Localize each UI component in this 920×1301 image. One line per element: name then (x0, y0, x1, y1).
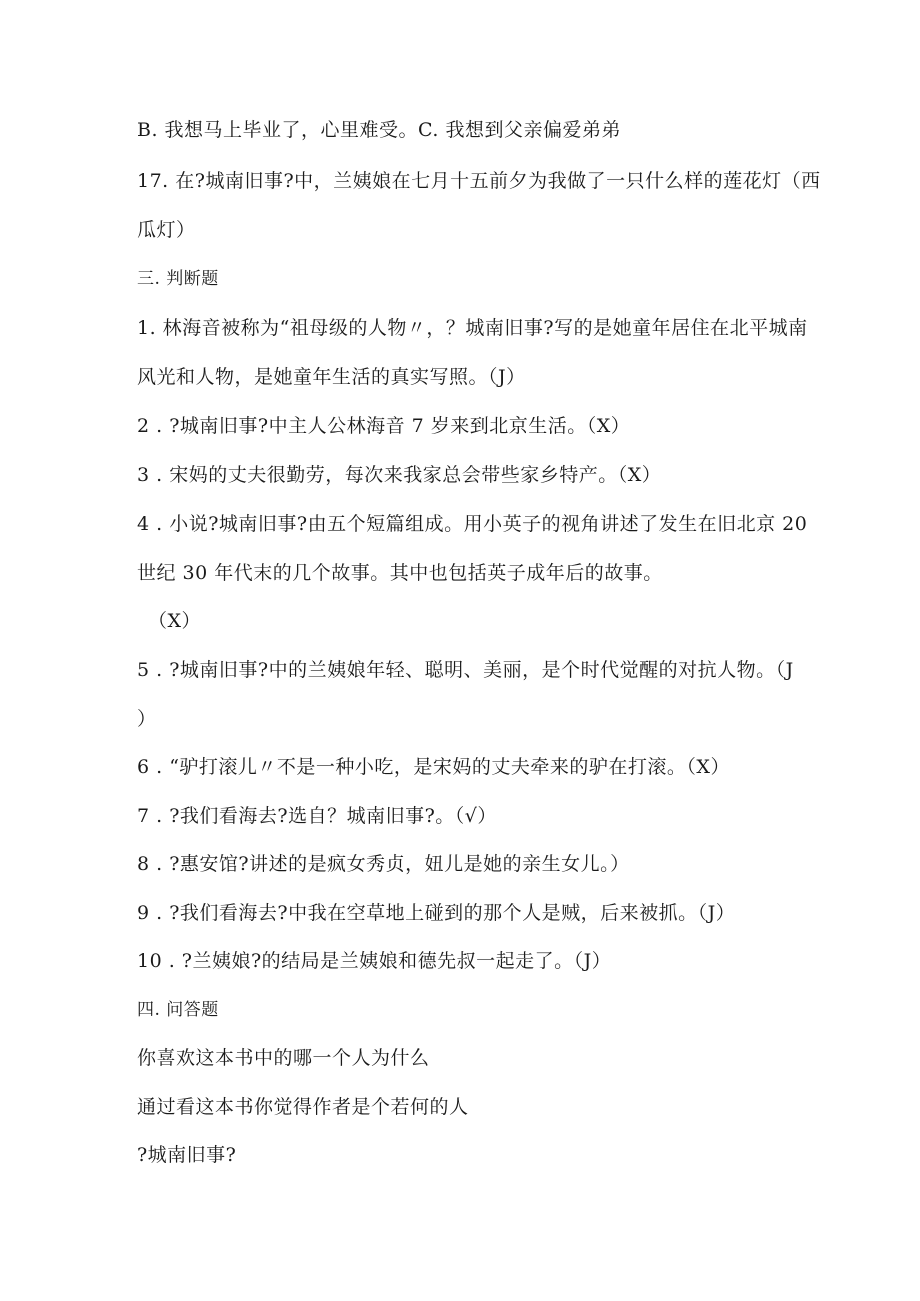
judgment-item-4: 4 . 小说?城南旧事?由五个短篇组成。用小英子的视角讲述了发生在旧北京 20 (137, 513, 808, 535)
question-line: 你喜欢这本书中的哪一个人为什么 (137, 1047, 430, 1069)
question-line: 通过看这本书你觉得作者是个若何的人 (137, 1096, 469, 1118)
judgment-item-10: 10 . ?兰姨娘?的结局是兰姨娘和德先叔一起走了。（J） (137, 950, 612, 972)
text-line: 世纪 30 年代末的几个故事。其中也包括英子成年后的故事。 (137, 562, 663, 584)
judgment-item-2: 2 . ?城南旧事?中主人公林海音 7 岁来到北京生活。（X） (137, 415, 631, 437)
text-line: （X） (148, 610, 202, 632)
text-line: B. 我想马上毕业了，心里难受。C. 我想到父亲偏爱弟弟 (137, 119, 621, 141)
judgment-item-3: 3 . 宋妈的丈夫很勤劳，每次来我家总会带些家乡特产。（X） (137, 464, 662, 486)
judgment-item-1: 1. 林海音被称为“祖母级的人物〃，？城南旧事?写的是她童年居住在北平城南 (137, 317, 808, 339)
judgment-item-9: 9 . ?我们看海去?中我在空草地上碰到的那个人是贼，后来被抓。（J） (137, 902, 736, 924)
judgment-item-6: 6 . “驴打滚儿〃不是一种小吃，是宋妈的丈夫牵来的驴在打滚。（X） (137, 756, 730, 778)
text-line: 瓜灯） (137, 219, 196, 241)
section-heading: 三. 判断题 (137, 269, 219, 289)
judgment-item-7: 7 . ?我们看海去?选自？城南旧事?。（√） (137, 805, 497, 827)
text-line: 风光和人物，是她童年生活的真实写照。（J） (137, 366, 526, 388)
text-line: ） (137, 708, 157, 730)
judgment-item-8: 8 . ?惠安馆?讲述的是疯女秀贞，妞儿是她的亲生女儿。） (137, 853, 630, 875)
judgment-item-5: 5 . ?城南旧事?中的兰姨娘年轻、聪明、美丽，是个时代觉醒的对抗人物。（J (137, 659, 794, 681)
question-17: 17. 在?城南旧事?中，兰姨娘在七月十五前夕为我做了一只什么样的莲花灯（西 (137, 170, 821, 192)
section-heading: 四. 问答题 (137, 1000, 219, 1020)
text-line: ?城南旧事? (137, 1144, 237, 1166)
